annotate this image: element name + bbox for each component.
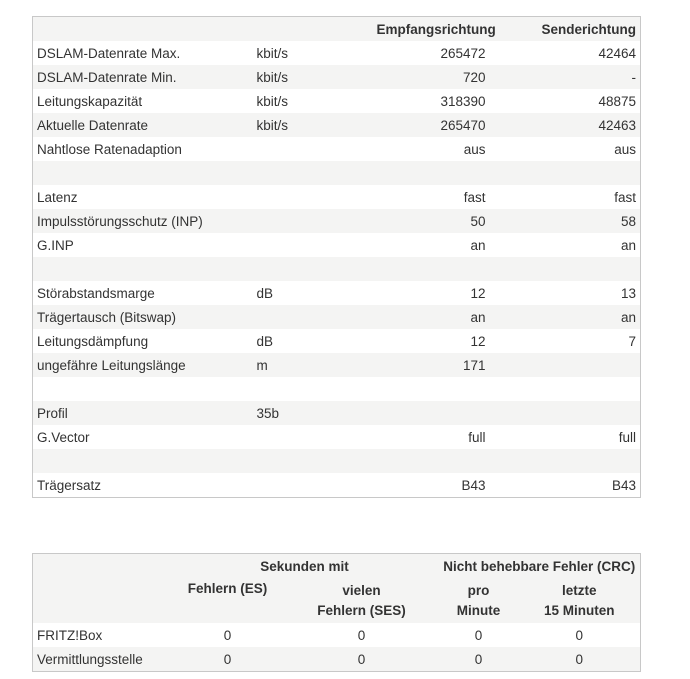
table-row (33, 401, 641, 425)
table-row (33, 137, 641, 161)
row-label (33, 449, 253, 473)
row-downstream: fast (463, 189, 486, 205)
row-label (33, 377, 253, 401)
header-upstream: Senderichtung (541, 21, 636, 37)
row-upstream: 13 (620, 285, 636, 301)
row-downstream (373, 449, 490, 473)
row-label: G.Vector (37, 429, 90, 445)
table-row (33, 161, 641, 185)
row-downstream: 171 (462, 357, 486, 373)
row-label (33, 161, 253, 185)
row-label: Leitungsdämpfung (37, 333, 149, 349)
row-upstream (490, 161, 641, 185)
row-crc-per-minute: 0 (474, 627, 483, 643)
row-unit: kbit/s (256, 69, 289, 85)
row-es: 0 (223, 627, 232, 643)
row-unit: 35b (256, 405, 280, 421)
header-es-text: Fehlern (ES) (187, 581, 268, 596)
row-label: DSLAM-Datenrate Min. (37, 69, 177, 85)
header-seconds-with: Sekunden mit (171, 554, 439, 580)
row-label: Trägersatz (37, 477, 102, 493)
row-label: Aktuelle Datenrate (37, 117, 149, 133)
row-upstream (490, 257, 641, 281)
table-row (33, 281, 641, 305)
header-downstream: Empfangsrichtung (376, 21, 496, 37)
row-unit (253, 209, 373, 233)
row-upstream: an (620, 309, 636, 325)
row-unit (253, 257, 373, 281)
row-downstream (373, 377, 490, 401)
row-upstream: 42464 (598, 45, 636, 61)
row-unit: kbit/s (256, 45, 289, 61)
row-crc-15-min: 0 (575, 627, 584, 643)
row-label: G.INP (37, 237, 74, 253)
header-15-line1: letzte (562, 583, 597, 598)
row-unit (253, 473, 373, 498)
table-row (33, 185, 641, 209)
row-downstream: 12 (470, 285, 486, 301)
row-unit (253, 305, 373, 329)
row-upstream (490, 377, 641, 401)
row-unit: m (256, 357, 268, 373)
row-upstream (490, 353, 641, 377)
row-label: Trägertausch (Bitswap) (37, 309, 177, 325)
row-unit: dB (256, 285, 274, 301)
row-label: Vermittlungsstelle (37, 651, 143, 667)
dsl-line-table (32, 16, 641, 498)
header-unit (253, 17, 373, 42)
row-label: ungefähre Leitungslänge (37, 357, 186, 373)
row-unit (253, 185, 373, 209)
row-label: DSLAM-Datenrate Max. (37, 45, 181, 61)
row-downstream: an (470, 309, 486, 325)
row-upstream: 42463 (598, 117, 636, 133)
row-unit (253, 233, 373, 257)
row-es: 0 (223, 651, 232, 667)
table-row (33, 209, 641, 233)
row-upstream: - (631, 69, 636, 85)
table-row (33, 89, 641, 113)
table-row (33, 647, 641, 672)
row-unit: dB (256, 333, 274, 349)
header-ses-line1: vielen (342, 583, 381, 598)
header-empty (33, 579, 171, 623)
row-upstream (490, 401, 641, 425)
row-upstream: full (618, 429, 636, 445)
row-label: Nahtlose Ratenadaption (37, 141, 182, 157)
row-unit (253, 449, 373, 473)
row-upstream: 48875 (598, 93, 636, 109)
table-row (33, 623, 641, 647)
row-label: Impulsstörungsschutz (INP) (37, 213, 203, 229)
table-row (33, 473, 641, 498)
row-upstream: fast (614, 189, 636, 205)
row-downstream: an (470, 237, 486, 253)
row-downstream: B43 (461, 477, 486, 493)
row-upstream: 7 (628, 333, 636, 349)
header-crc: Nicht behebbare Fehler (CRC) (439, 554, 641, 580)
table-row (33, 329, 641, 353)
row-downstream: aus (463, 141, 486, 157)
row-downstream: 12 (470, 333, 486, 349)
row-label: Störabstandsmarge (37, 285, 155, 301)
error-header-row-1 (33, 554, 641, 580)
row-downstream: 720 (462, 69, 486, 85)
header-last-15-min (519, 579, 641, 623)
row-crc-15-min: 0 (575, 651, 584, 667)
table-row (33, 377, 641, 401)
header-pm-line1: pro (467, 583, 490, 598)
header-label (33, 17, 253, 42)
row-upstream: an (620, 237, 636, 253)
header-15-line2: 15 Minuten (544, 603, 615, 618)
row-downstream: 265472 (440, 45, 486, 61)
row-upstream: 58 (620, 213, 636, 229)
row-unit (253, 377, 373, 401)
row-downstream: full (468, 429, 486, 445)
row-downstream: 265470 (440, 117, 486, 133)
table-row (33, 449, 641, 473)
row-ses: 0 (357, 627, 366, 643)
row-label: Latenz (37, 189, 78, 205)
table-header-row (33, 17, 641, 42)
header-empty (33, 554, 171, 580)
row-unit: kbit/s (256, 93, 289, 109)
table-row (33, 233, 641, 257)
row-ses: 0 (357, 651, 366, 667)
table-row (33, 113, 641, 137)
header-ses-line2: Fehlern (SES) (317, 603, 406, 618)
row-upstream: aus (614, 141, 636, 157)
table-row (33, 41, 641, 65)
row-label: Leitungskapazität (37, 93, 143, 109)
table-row (33, 65, 641, 89)
row-label: Profil (37, 405, 68, 421)
row-unit (253, 161, 373, 185)
row-downstream (373, 161, 490, 185)
row-downstream: 318390 (440, 93, 486, 109)
header-ses (285, 579, 439, 623)
row-unit (253, 425, 373, 449)
table-row (33, 257, 641, 281)
row-unit: kbit/s (256, 117, 289, 133)
row-downstream (373, 401, 490, 425)
row-label: FRITZ!Box (37, 627, 103, 643)
header-pm-line2: Minute (456, 603, 501, 618)
row-crc-per-minute: 0 (474, 651, 483, 667)
table-row (33, 353, 641, 377)
header-per-minute (439, 579, 519, 623)
row-downstream: 50 (470, 213, 486, 229)
row-unit (253, 137, 373, 161)
error-header-row-2 (33, 579, 641, 623)
table-row (33, 425, 641, 449)
row-downstream (373, 257, 490, 281)
row-label (33, 257, 253, 281)
error-table (32, 553, 641, 672)
row-upstream: B43 (611, 477, 636, 493)
table-row (33, 305, 641, 329)
row-upstream (490, 449, 641, 473)
header-es (171, 579, 285, 623)
